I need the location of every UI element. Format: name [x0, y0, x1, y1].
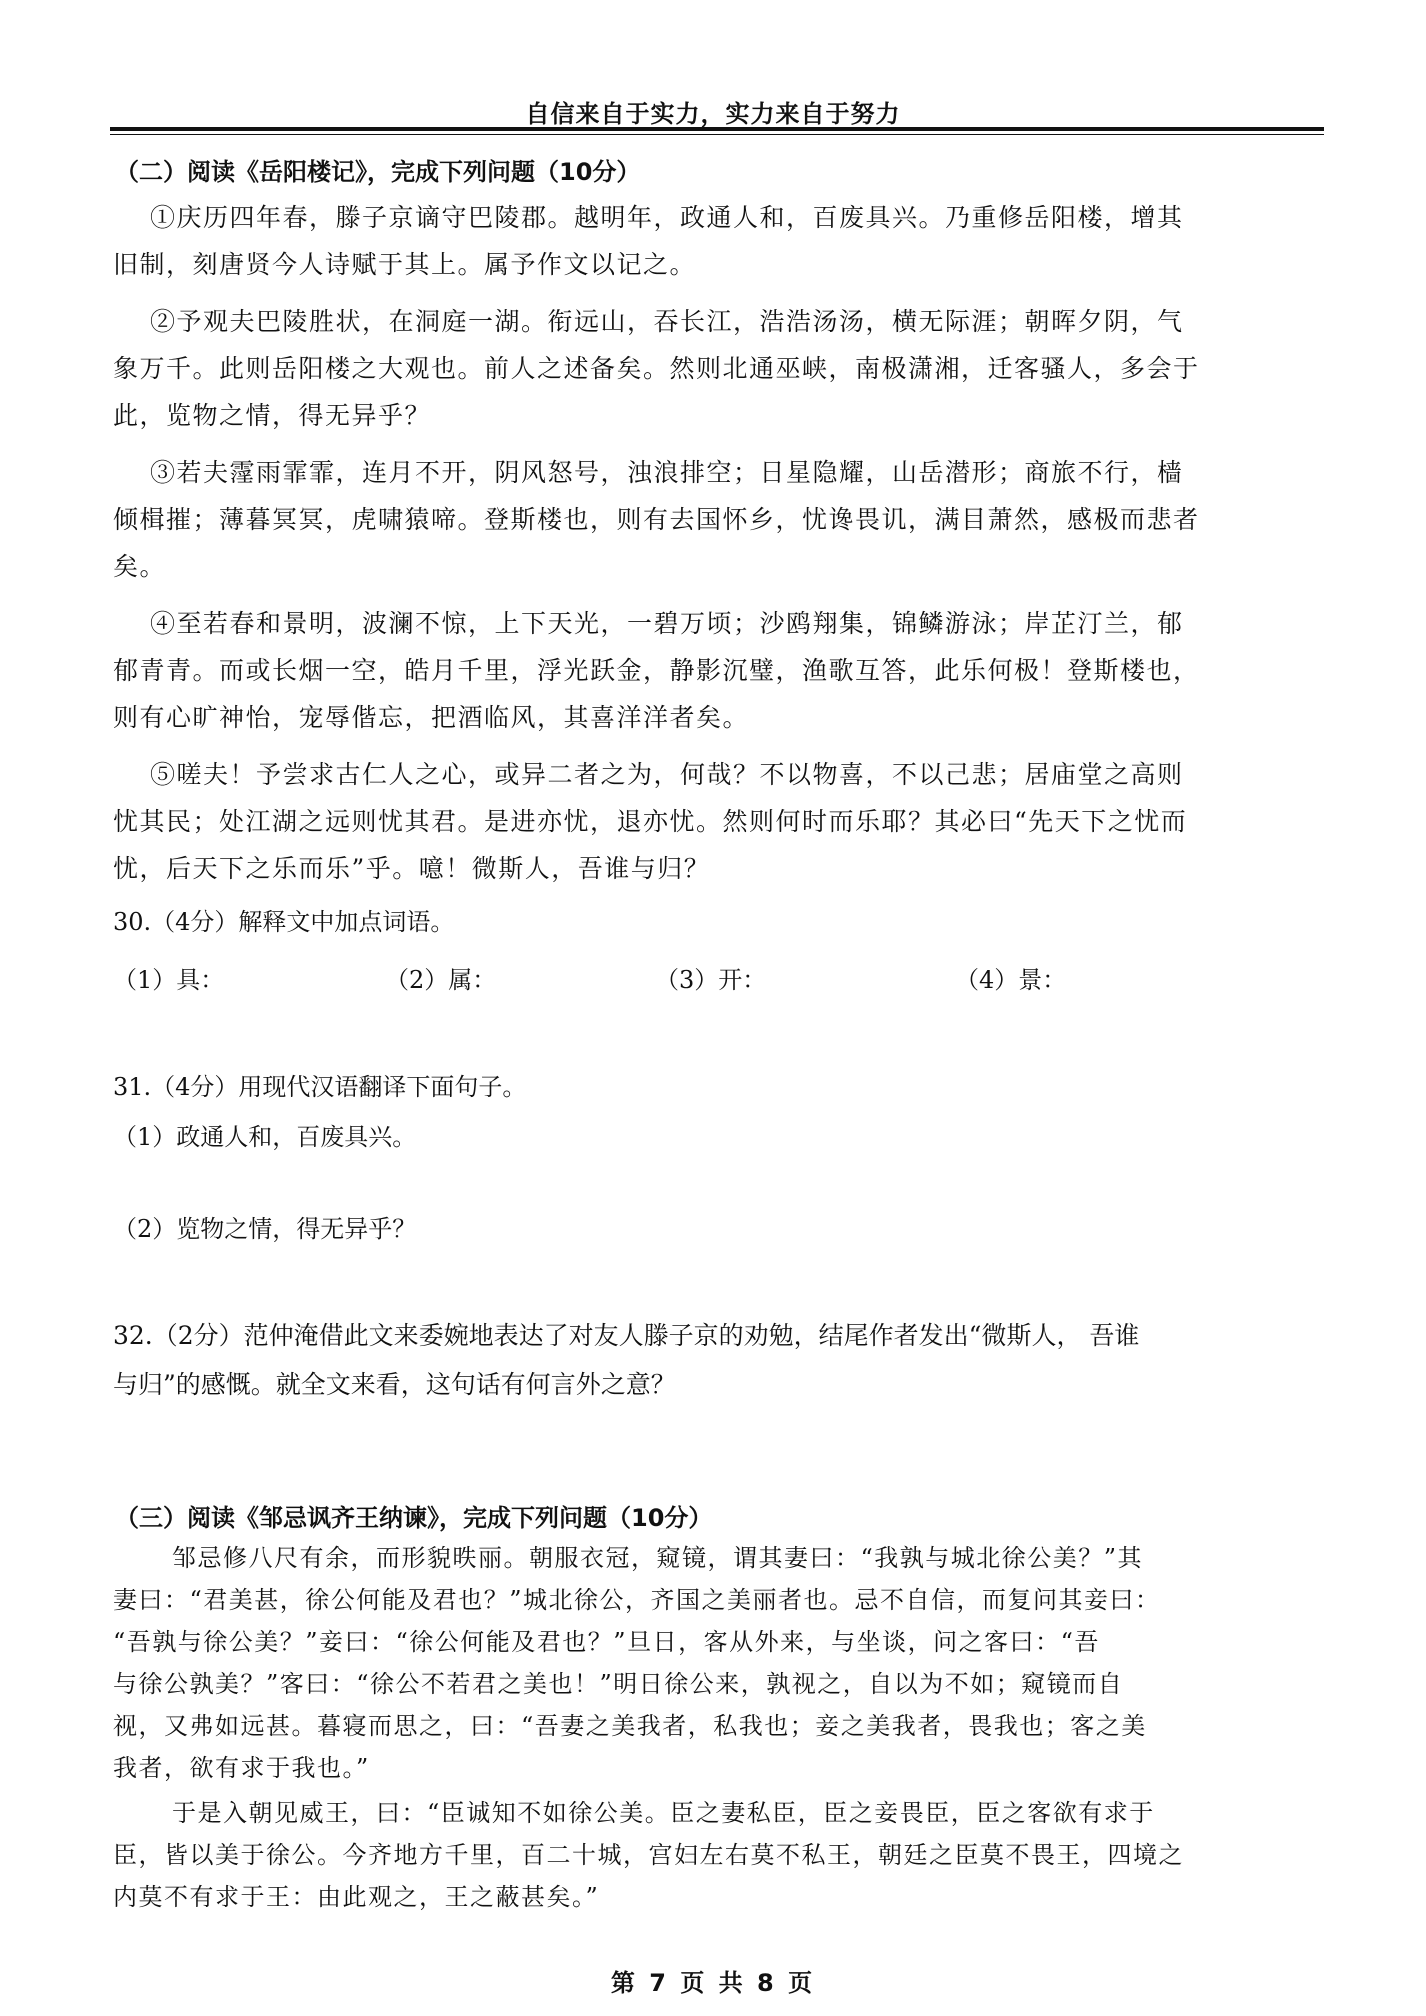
s3-line: “吾孰与徐公美？”妾曰：“徐公何能及君也？”旦日，客从外来，与坐谈，问之客曰：“吾 [113, 1628, 1100, 1656]
s3-line: 我者，欲有求于我也。” [113, 1754, 370, 1782]
header-rule-thick [110, 127, 1324, 131]
q31-item-2: （2）览物之情，得无异乎？ [113, 1215, 417, 1243]
s2-line: 郁青青。而或长烟一空，皓月千里，浮光跃金，静影沉璧，渔歌互答，此乐何极！登斯楼也， [113, 656, 1200, 685]
page-header-motto: 自信来自于实力，实力来自于努力 [525, 100, 901, 128]
s2-line: ①庆历四年春，滕子京谪守巴陵郡。越明年，政通人和，百废具兴。乃重修岳阳楼，增其 [150, 203, 1184, 232]
s2-line: 矣。 [113, 552, 167, 581]
s3-line: 与徐公孰美？”客曰：“徐公不若君之美也！”明日徐公来，孰视之，自以为不如；窥镜而自 [113, 1670, 1124, 1698]
s2-line: 象万千。此则岳阳楼之大观也。前人之述备矣。然则北通巫峡，南极潇湘，迁客骚人，多会于 [113, 354, 1200, 383]
s3-line: 妻曰：“君美甚，徐公何能及君也？”城北徐公，齐国之美丽者也。忌不自信，而复问其妾曰： [113, 1586, 1161, 1614]
s2-line: 旧制，刻唐贤今人诗赋于其上。属予作文以记之。 [113, 250, 697, 279]
s3-line: 视，又弗如远甚。暮寝而思之，曰：“吾妻之美我者，私我也；妾之美我者，畏我也；客之美 [113, 1712, 1147, 1740]
q30-item-4: （4）景： [955, 966, 1067, 994]
s2-line: ④至若春和景明，波澜不惊，上下天光，一碧万顷；沙鸥翔集，锦鳞游泳；岸芷汀兰，郁 [150, 609, 1184, 638]
section3-heading: （三）阅读《邹忌讽齐王纳谏》，完成下列问题（10分） [115, 1504, 713, 1532]
page-number-footer: 第 7 页 共 8 页 [610, 1969, 816, 1997]
s3-line: 邹忌修八尺有余，而形貌昳丽。朝服衣冠，窥镜，谓其妻曰：“我孰与城北徐公美？”其 [172, 1544, 1144, 1572]
q31-stem: 31.（4分）用现代汉语翻译下面句子。 [113, 1073, 527, 1101]
s3-line: 于是入朝见威王，曰：“臣诚知不如徐公美。臣之妻私臣，臣之妾畏臣，臣之客欲有求于 [172, 1799, 1155, 1827]
q30-item-2: （2）属： [385, 966, 497, 994]
s2-line: 忧，后天下之乐而乐”乎。噫！微斯人，吾谁与归？ [113, 854, 711, 883]
q31-item-1: （1）政通人和，百废具兴。 [113, 1123, 417, 1151]
s2-line: 此，览物之情，得无异乎？ [113, 401, 432, 430]
s2-line: 倾楫摧；薄暮冥冥，虎啸猿啼。登斯楼也，则有去国怀乡，忧谗畏讥，满目萧然，感极而悲者 [113, 505, 1200, 534]
header-rule-thin [110, 134, 1324, 135]
s2-line: ③若夫霪雨霏霏，连月不开，阴风怒号，浊浪排空；日星隐耀，山岳潜形；商旅不行，樯 [150, 458, 1184, 487]
q30-item-1: （1）具： [113, 966, 225, 994]
s2-line: 忧其民；处江湖之远则忧其君。是进亦忧，退亦忧。然则何时而乐耶？其必曰“先天下之忧而 [113, 807, 1188, 836]
q32-line: 32.（2分）范仲淹借此文来委婉地表达了对友人滕子京的劝勉，结尾作者发出“微斯人， 吾谁 [113, 1321, 1140, 1350]
s2-line: 则有心旷神怡，宠辱偕忘，把酒临风，其喜洋洋者矣。 [113, 703, 750, 732]
q30-item-3: （3）开： [655, 966, 767, 994]
s2-line: ⑤嗟夫！予尝求古仁人之心，或异二者之为，何哉？不以物喜，不以己悲；居庙堂之高则 [150, 760, 1184, 789]
q32-line: 与归”的感慨。就全文来看，这句话有何言外之意？ [113, 1370, 676, 1399]
s2-line: ②予观夫巴陵胜状，在洞庭一湖。衔远山，吞长江，浩浩汤汤，横无际涯；朝晖夕阴，气 [150, 307, 1184, 336]
s3-line: 臣，皆以美于徐公。今齐地方千里，百二十城，宫妇左右莫不私王，朝廷之臣莫不畏王，四境之 [113, 1841, 1184, 1869]
q30-stem: 30.（4分）解释文中加点词语。 [113, 908, 455, 936]
s3-line: 内莫不有求于王：由此观之，王之蔽甚矣。” [113, 1883, 600, 1911]
section2-heading: （二）阅读《岳阳楼记》，完成下列问题（10分） [115, 158, 641, 186]
